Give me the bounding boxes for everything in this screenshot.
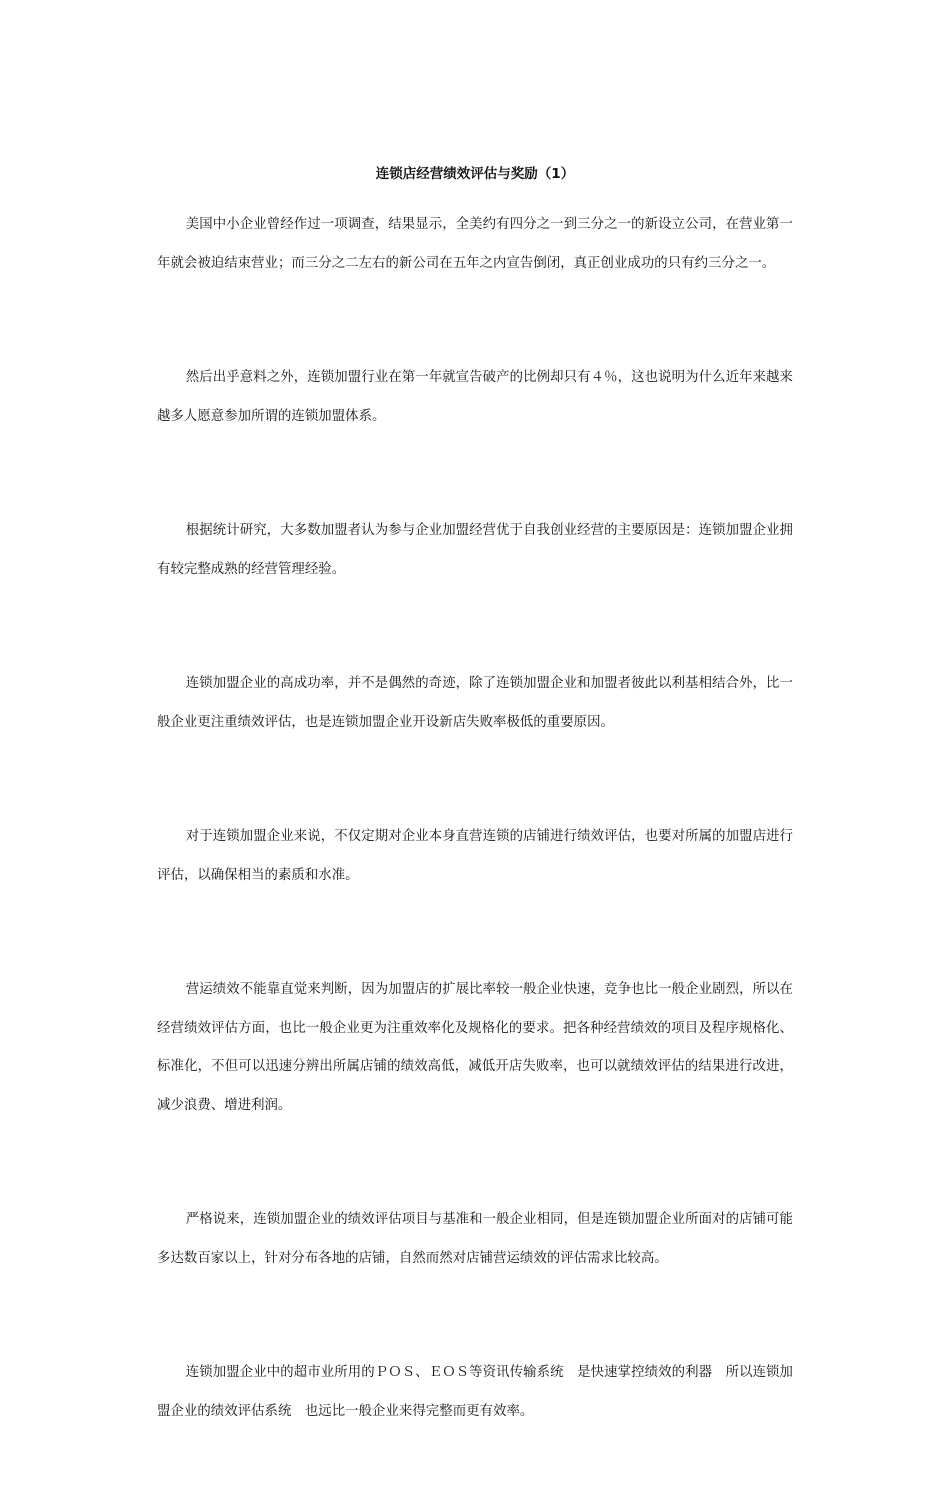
paragraph-8: 连锁加盟企业中的超市业所用的ＰＯＳ、ＥＯＳ等资讯传输系统 是快速掌控绩效的利器 所以连锁加盟企业的绩效评估系统 也远比一般企业来得完整而更有效率。	[157, 1365, 793, 1419]
paragraph-1: 美国中小企业曾经作过一项调查，结果显示，全美约有四分之一到三分之一的新设立公司，在营业第一年就会被迫结束营业；而三分之二左右的新公司在五年之内宣告倒闭，真正创业成功的只有约三分之一。	[157, 217, 793, 271]
paragraph-6: 营运绩效不能靠直觉来判断，因为加盟店的扩展比率较一般企业快速，竞争也比一般企业剧烈，所以在经营绩效评估方面，也比一般企业更为注重效率化及规格化的要求。把各种经营绩效的项目及程序规格化、标准化，不但可以迅速分辨出所属店铺的绩效高低，减低开店失败率，也可以就绩效评估的结果进行改进，减少浪费、增进利润。	[157, 982, 793, 1113]
paragraph-5: 对于连锁加盟企业来说，不仅定期对企业本身直营连锁的店铺进行绩效评估，也要对所属的加盟店进行评估，以确保相当的素质和水准。	[157, 829, 793, 883]
document-title: 连锁店经营绩效评估与奖励（1）	[375, 166, 575, 182]
paragraph-7: 严格说来，连锁加盟企业的绩效评估项目与基准和一般企业相同，但是连锁加盟企业所面对的店铺可能多达数百家以上，针对分布各地的店铺，自然而然对店铺营运绩效的评估需求比较高。	[157, 1212, 793, 1266]
paragraph-3: 根据统计研究，大多数加盟者认为参与企业加盟经营优于自我创业经营的主要原因是：连锁加盟企业拥有较完整成熟的经营管理经验。	[157, 523, 793, 577]
document-body	[157, 206, 793, 1507]
paragraph-2: 然后出乎意料之外，连锁加盟行业在第一年就宣告破产的比例却只有４％，这也说明为什么近年来越来越多人愿意参加所谓的连锁加盟体系。	[157, 370, 793, 424]
paragraph-4: 连锁加盟企业的高成功率，并不是偶然的奇迹，除了连锁加盟企业和加盟者彼此以利基相结合外，比一般企业更注重绩效评估，也是连锁加盟企业开设新店失败率极低的重要原因。	[157, 676, 793, 730]
